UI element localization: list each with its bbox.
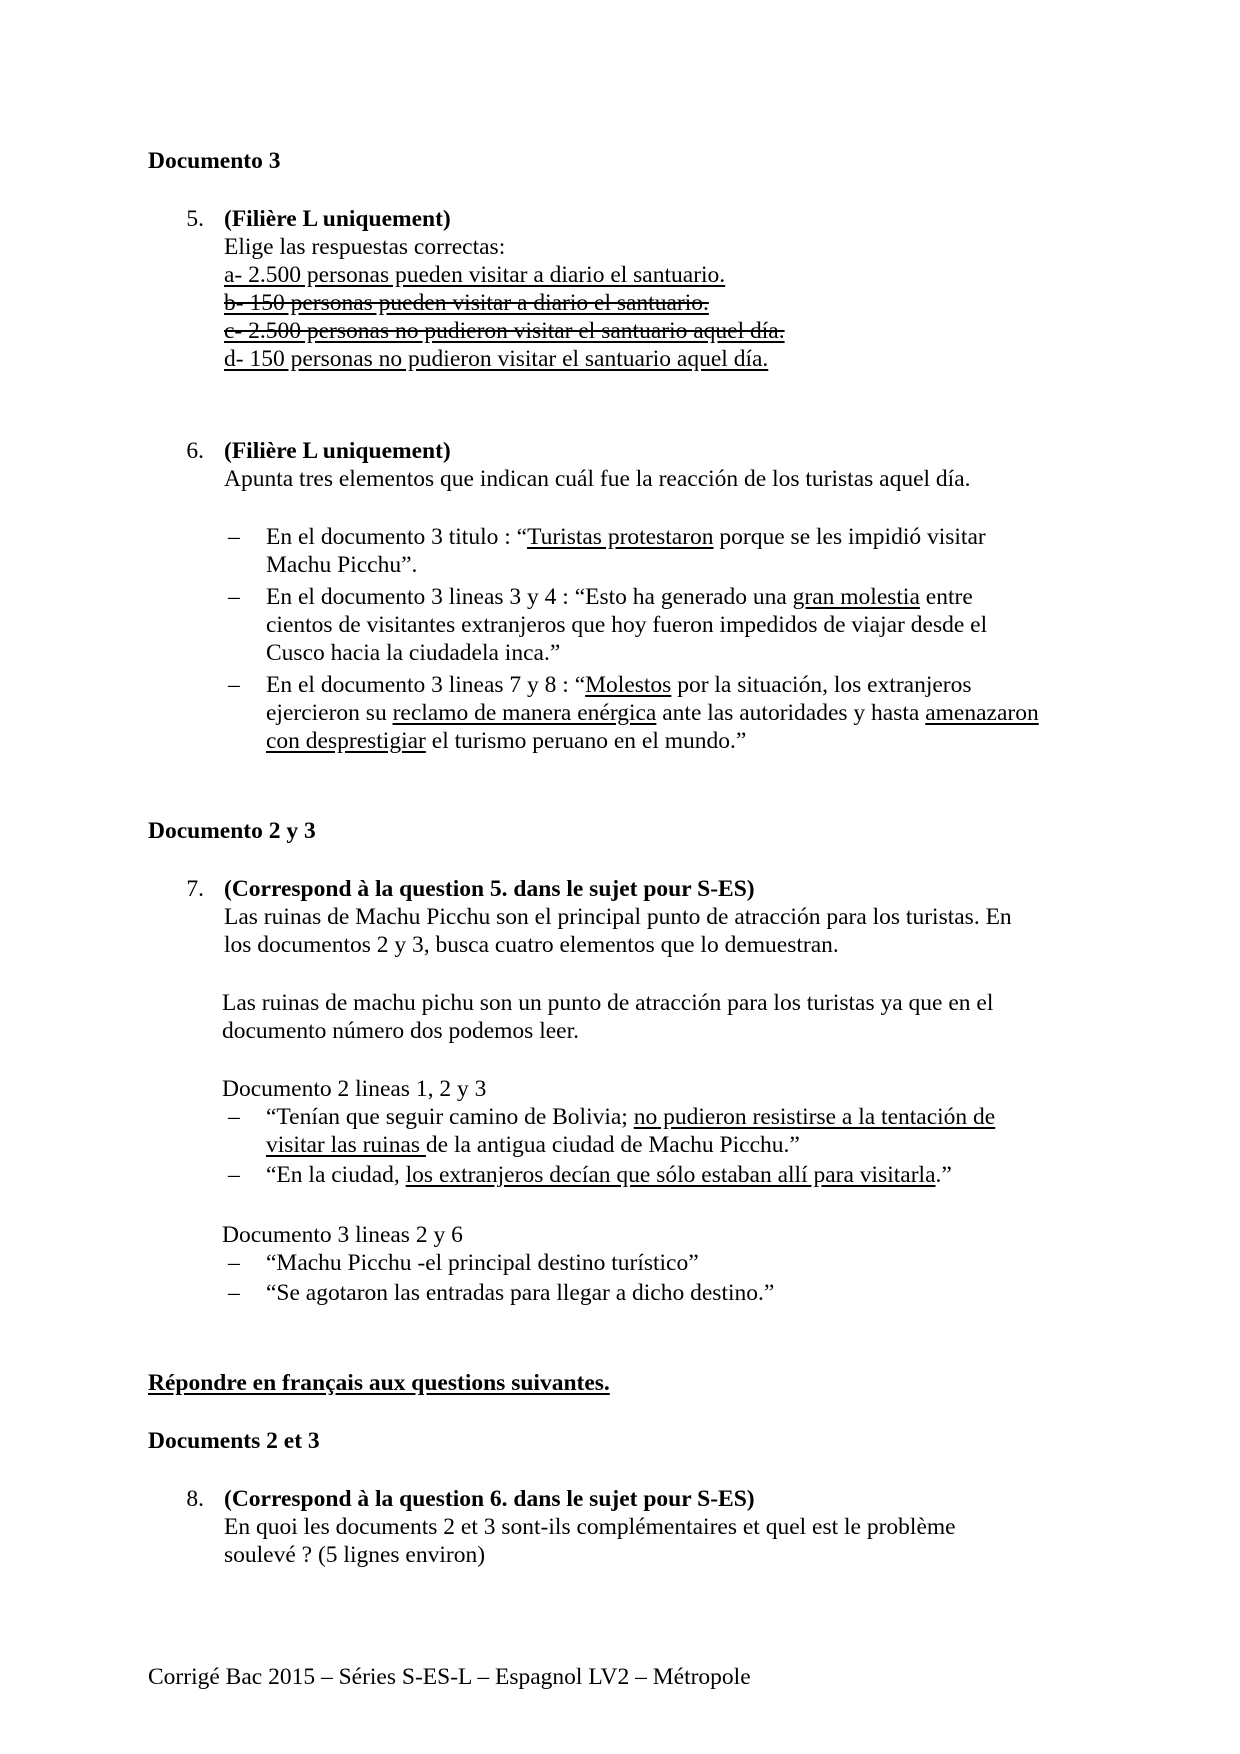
bullet-dash: – [228, 1104, 240, 1130]
q7-doc2-bullet-1-line-2 [266, 1132, 800, 1158]
bullet-dash: – [228, 672, 240, 698]
q5-prompt: Elige las respuestas correctas: [224, 234, 506, 260]
text-run: ante las autoridades y hasta [656, 700, 926, 726]
q8-prompt-line-1: En quoi les documents 2 et 3 sont-ils complémentaires et quel est le problème [224, 1514, 956, 1540]
text-run: “Tenían que seguir camino de Bolivia; [266, 1104, 634, 1130]
text-run: .” [935, 1162, 952, 1188]
underlined-quote: amenazaron [925, 700, 1039, 726]
underlined-quote: Turistas protestaron [527, 524, 714, 550]
text-run: ejercieron su [266, 700, 393, 726]
text-run: el turismo peruano en el mundo.” [425, 728, 747, 754]
q6-bullet-3-line-2 [266, 700, 1039, 726]
q7-number: 7. [186, 876, 204, 902]
bullet-dash: – [228, 1280, 240, 1306]
q7-doc3-bullet-1: “Machu Picchu -el principal destino turístico” [266, 1250, 699, 1276]
q5-option-b: b- 150 personas pueden visitar a diario el santuario. [224, 290, 709, 316]
q6-number: 6. [186, 438, 204, 464]
underlined-quote: visitar las ruinas [266, 1132, 426, 1158]
q6-prompt: Apunta tres elementos que indican cuál fue la reacción de los turistas aquel día. [224, 466, 971, 492]
text-run: “En la ciudad, [266, 1162, 406, 1188]
q5-tag: (Filière L uniquement) [224, 206, 451, 232]
bullet-dash: – [228, 1250, 240, 1276]
q6-bullet-1-line-2: Machu Picchu”. [266, 552, 418, 578]
bullet-dash: – [228, 524, 240, 550]
text-run: En el documento 3 lineas 7 y 8 : “ [266, 672, 586, 698]
q7-prompt-line-2: los documentos 2 y 3, busca cuatro elementos que lo demuestran. [224, 932, 839, 958]
heading-french-instructions: Répondre en français aux questions suivantes. [148, 1370, 610, 1396]
q7-doc3-bullet-2: “Se agotaron las entradas para llegar a dicho destino.” [266, 1280, 775, 1306]
q7-doc3-label: Documento 3 lineas 2 y 6 [222, 1222, 463, 1248]
q8-prompt-line-2: soulevé ? (5 lignes environ) [224, 1542, 486, 1568]
text-run: de la antigua ciudad de Machu Picchu.” [425, 1132, 800, 1158]
heading-documento-3: Documento 3 [148, 148, 281, 174]
q7-prompt-line-1: Las ruinas de Machu Picchu son el principal punto de atracción para los turistas. En [224, 904, 1012, 930]
q5-number: 5. [186, 206, 204, 232]
bullet-dash: – [228, 1162, 240, 1188]
q7-tag: (Correspond à la question 5. dans le sujet pour S-ES) [224, 876, 755, 902]
text-run: En el documento 3 lineas 3 y 4 : “Esto ha generado una [266, 584, 793, 610]
heading-documento-2-y-3: Documento 2 y 3 [148, 818, 316, 844]
q6-bullet-2-line-1 [266, 584, 973, 610]
page-footer: Corrigé Bac 2015 – Séries S-ES-L – Espagnol LV2 – Métropole [148, 1664, 751, 1690]
q5-option-a: a- 2.500 personas pueden visitar a diario el santuario. [224, 262, 726, 288]
q7-answer-line-1: Las ruinas de machu pichu son un punto de atracción para los turistas ya que en el [222, 990, 994, 1016]
underlined-quote: Molestos [585, 672, 672, 698]
q8-tag: (Correspond à la question 6. dans le sujet pour S-ES) [224, 1486, 755, 1512]
q5-option-c: c- 2.500 personas no pudieron visitar el santuario aquel día. [224, 318, 785, 344]
underlined-quote: no pudieron resistirse a la tentación de [633, 1104, 996, 1130]
heading-documents-2-et-3: Documents 2 et 3 [148, 1428, 320, 1454]
text-run: En el documento 3 titulo : “ [266, 524, 528, 550]
q6-bullet-3-line-3 [266, 728, 746, 754]
bullet-dash: – [228, 584, 240, 610]
text-run: por la situación, los extranjeros [671, 672, 972, 698]
q6-bullet-1-line-1 [266, 524, 986, 550]
q6-tag: (Filière L uniquement) [224, 438, 451, 464]
q6-bullet-2-line-3: Cusco hacia la ciudadela inca.” [266, 640, 561, 666]
q8-number: 8. [186, 1486, 204, 1512]
underlined-quote: reclamo de manera enérgica [392, 700, 657, 726]
text-run: entre [919, 584, 973, 610]
q7-doc2-bullet-2 [266, 1162, 952, 1188]
q7-doc2-bullet-1-line-1 [266, 1104, 995, 1130]
underlined-quote: los extranjeros decían que sólo estaban allí para visitarla [405, 1162, 936, 1188]
underlined-quote: gran molestia [792, 584, 920, 610]
underlined-quote: con desprestigiar [266, 728, 426, 754]
q5-option-d: d- 150 personas no pudieron visitar el santuario aquel día. [224, 346, 769, 372]
q7-doc2-label: Documento 2 lineas 1, 2 y 3 [222, 1076, 487, 1102]
text-run: porque se les impidió visitar [713, 524, 986, 550]
q6-bullet-2-line-2: cientos de visitantes extranjeros que hoy fueron impedidos de viajar desde el [266, 612, 988, 638]
q6-bullet-3-line-1 [266, 672, 972, 698]
q7-answer-line-2: documento número dos podemos leer. [222, 1018, 579, 1044]
